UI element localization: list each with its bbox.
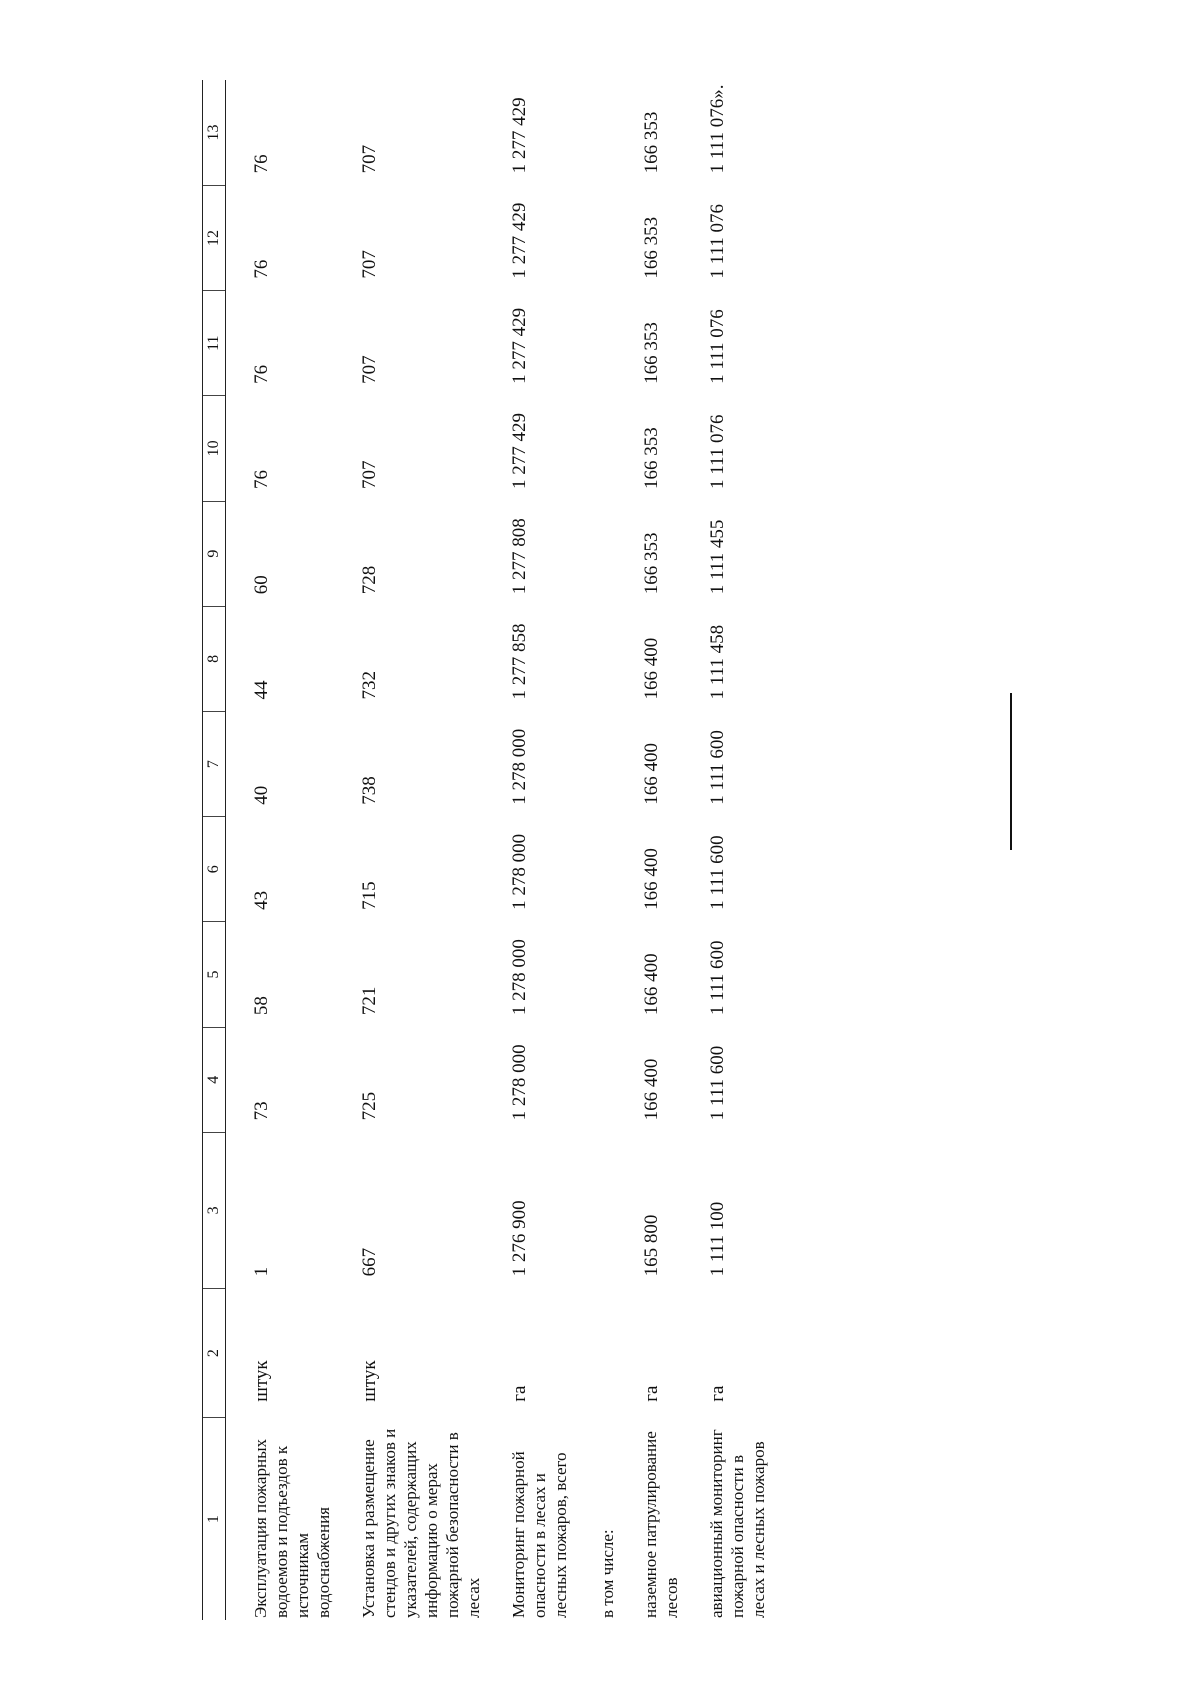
table-cell: 44 — [251, 680, 272, 700]
table-cell: 1 — [251, 1266, 272, 1277]
table-cell: 76 — [251, 154, 272, 174]
table-cell: 1 277 429 — [509, 202, 530, 279]
rotated-page — [202, 80, 1092, 1620]
table-cell: 1 278 000 — [509, 939, 530, 1016]
table-cell: 715 — [359, 881, 380, 910]
table-cell — [571, 606, 618, 711]
table-row — [484, 80, 571, 1620]
column-header: 8 — [203, 606, 226, 711]
table-cell: 40 — [251, 785, 272, 805]
table-cell: 60 — [251, 575, 272, 595]
table-cell: 1 111 076». — [707, 84, 728, 174]
table-cell: 166 353 — [641, 322, 662, 384]
column-header: 11 — [203, 291, 226, 396]
table-cell: 166 400 — [641, 1058, 662, 1121]
end-separator-line — [1010, 693, 1012, 850]
table-cell: 1 111 076 — [707, 414, 728, 490]
table-cell: 707 — [359, 460, 380, 490]
row-name: Мониторинг пожарной опасности в лесах и лесных пожаров, всего — [509, 1451, 570, 1618]
row-unit: га — [707, 1385, 728, 1402]
table-cell: 1 278 000 — [509, 833, 530, 910]
row-name: авиационный мониторинг пожарной опасности в лесах и лесных пожаров — [707, 1429, 768, 1618]
column-header: 7 — [203, 711, 226, 816]
table-cell: 1 277 858 — [509, 623, 530, 700]
table-cell: 166 353 — [641, 427, 662, 490]
table-cell: 1 277 429 — [509, 307, 530, 384]
table-cell — [571, 711, 618, 816]
table-cell: 1 111 076 — [707, 204, 728, 279]
table-cell: 166 400 — [641, 848, 662, 910]
table-cell: 1 111 600 — [707, 1045, 728, 1121]
table-row — [682, 80, 769, 1620]
column-header: 9 — [203, 501, 226, 606]
table-cell: 707 — [359, 250, 380, 279]
table-cell: 1 277 808 — [509, 518, 530, 595]
table-cell: 166 353 — [641, 532, 662, 595]
table-cell: 1 111 458 — [707, 624, 728, 700]
table-cell — [571, 80, 618, 185]
table-cell: 725 — [359, 1091, 380, 1121]
table-cell: 58 — [251, 996, 272, 1016]
row-name: Установка и размещение стендов и других знаков и указателей, содержащих информацию о мерах пожарной безопасности в лесах — [359, 1428, 483, 1618]
table-cell: 76 — [251, 364, 272, 384]
row-unit: штук — [251, 1360, 272, 1402]
table-cell — [571, 922, 618, 1027]
table-cell: 1 111 100 — [707, 1201, 728, 1277]
table-cell: 166 353 — [641, 111, 662, 174]
row-name: Эксплуатация пожарных водоемов и подъездов к источникам водоснабжения — [251, 1439, 333, 1618]
column-header: 5 — [203, 922, 226, 1027]
table-cell: 667 — [359, 1247, 380, 1277]
header-row — [203, 80, 226, 1620]
column-header: 3 — [203, 1132, 226, 1288]
table-cell: 1 111 076 — [707, 309, 728, 384]
table-cell: 738 — [359, 776, 380, 805]
table-cell: 1 111 600 — [707, 940, 728, 1016]
table-cell: 1 278 000 — [509, 1044, 530, 1121]
table-cell: 721 — [359, 986, 380, 1016]
column-header: 1 — [203, 1418, 226, 1620]
table-row — [571, 80, 618, 1620]
table-cell: 1 277 429 — [509, 413, 530, 490]
table-cell: 166 353 — [641, 216, 662, 279]
column-header: 6 — [203, 817, 226, 922]
table-cell — [571, 396, 618, 501]
table-cell — [571, 817, 618, 922]
table-row — [334, 80, 484, 1620]
table-cell: 1 111 455 — [707, 519, 728, 595]
row-unit: га — [509, 1385, 530, 1402]
table-cell: 728 — [359, 565, 380, 595]
table-cell: 1 277 429 — [509, 97, 530, 174]
table-cell: 1 276 900 — [509, 1200, 530, 1277]
table-cell: 165 800 — [641, 1214, 662, 1277]
column-header: 12 — [203, 185, 226, 290]
row-name: в том числе: — [598, 1529, 617, 1618]
table-cell: 1 111 600 — [707, 835, 728, 910]
table-cell: 1 278 000 — [509, 728, 530, 805]
data-table — [202, 80, 769, 1620]
table-cell — [571, 185, 618, 290]
table-cell: 43 — [251, 890, 272, 910]
row-name: наземное патрулирование лесов — [641, 1431, 681, 1618]
table-cell: 732 — [359, 670, 380, 700]
table-cell — [571, 501, 618, 606]
column-header: 2 — [203, 1288, 226, 1417]
table-cell: 707 — [359, 144, 380, 174]
row-unit: га — [641, 1385, 662, 1402]
column-header: 4 — [203, 1027, 226, 1132]
table-row — [618, 80, 682, 1620]
row-unit — [571, 1288, 618, 1417]
table-cell: 166 400 — [641, 637, 662, 700]
table-cell: 73 — [251, 1101, 272, 1121]
column-header: 13 — [203, 80, 226, 185]
table-cell: 76 — [251, 470, 272, 490]
table-cell: 707 — [359, 355, 380, 384]
table-cell: 166 400 — [641, 742, 662, 805]
table-row — [226, 80, 335, 1620]
table-cell — [571, 1027, 618, 1132]
row-unit: штук — [359, 1360, 380, 1402]
table-cell: 166 400 — [641, 953, 662, 1016]
table-cell — [571, 291, 618, 396]
table-cell: 1 111 600 — [707, 730, 728, 805]
table-cell: 76 — [251, 259, 272, 279]
column-header: 10 — [203, 396, 226, 501]
table-cell — [571, 1132, 618, 1288]
